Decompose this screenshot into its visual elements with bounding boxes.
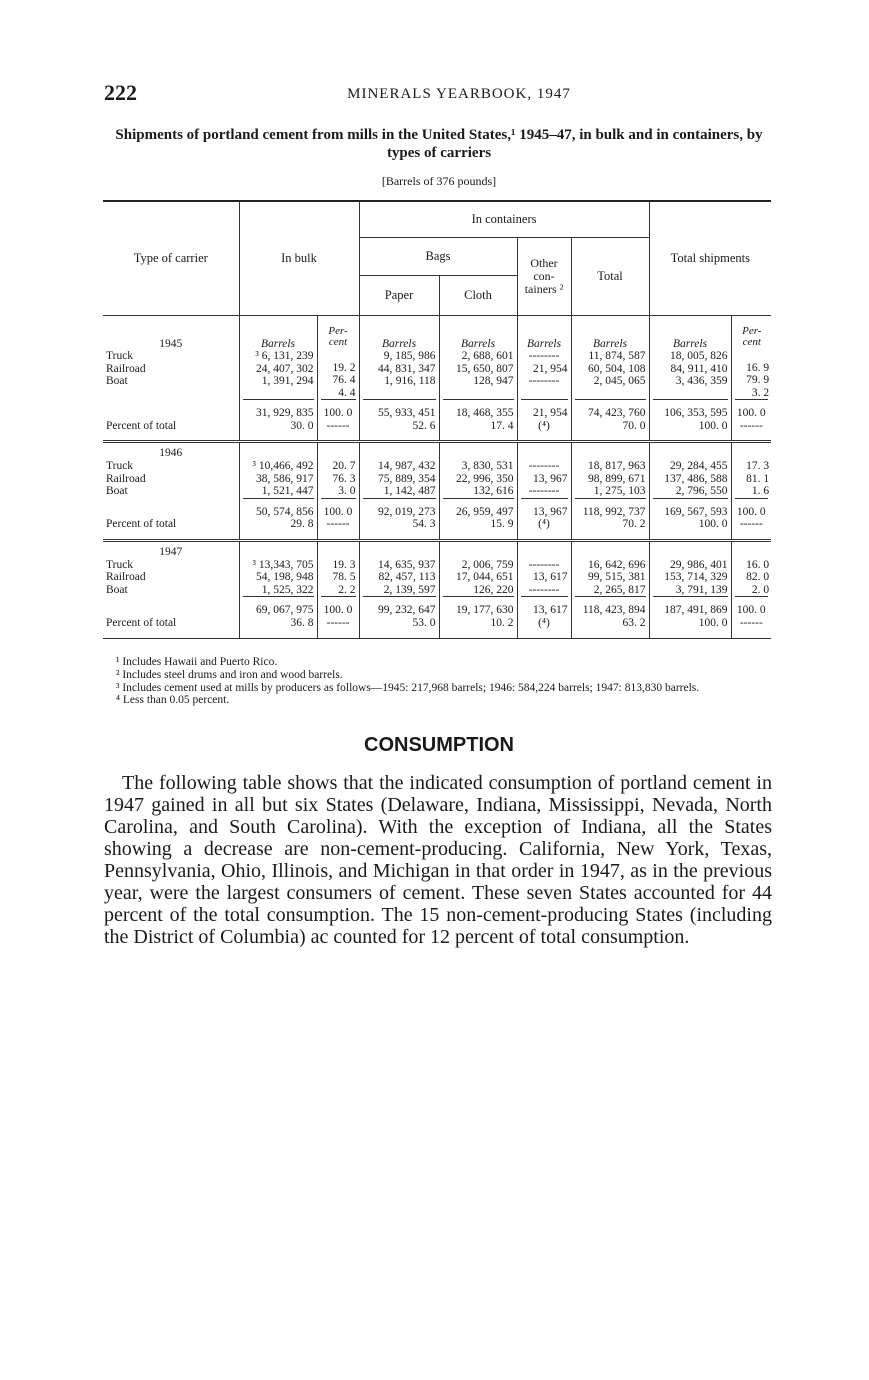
cell-value: 18, 817, 963 [588, 460, 646, 473]
totals-other [517, 399, 571, 442]
total-value: 55, 933, 451 [363, 399, 436, 420]
percent-value: (⁴) [538, 617, 550, 629]
col-cloth [439, 442, 517, 498]
cell-value: -------- [528, 485, 560, 498]
col-ship_pct [731, 541, 771, 597]
cell-value: 82, 457, 113 [378, 571, 436, 584]
footnote-1: ¹ Includes Hawaii and Puerto Rico. [116, 656, 278, 668]
carrier-stub [103, 442, 239, 498]
unit-percent: Per- cent [328, 324, 348, 348]
total-value: 187, 491, 869 [653, 596, 728, 617]
percent-value: 52. 6 [412, 419, 436, 432]
carrier-stub [103, 541, 239, 597]
col-other [517, 541, 571, 597]
percent-value: ------ [739, 617, 763, 629]
cell-value: 1, 525, 322 [261, 583, 314, 596]
page-number: 222 [104, 80, 137, 105]
total-value: 100. 0 [321, 498, 356, 519]
cell-value: 76. 4 [332, 374, 356, 387]
cell-value: 1, 916, 118 [384, 375, 436, 388]
totals-cloth [439, 399, 517, 442]
carrier-label: Boat [106, 485, 128, 498]
year-block-row [103, 315, 771, 399]
percent-value: 70. 0 [622, 419, 646, 432]
cell-value: -------- [528, 583, 560, 596]
cell-value: 14, 635, 937 [378, 558, 436, 571]
total-value: 50, 574, 856 [243, 498, 314, 519]
section-heading: CONSUMPTION [364, 734, 514, 756]
totals-bulk_pct [317, 498, 359, 541]
totals-ship_pct [731, 498, 771, 541]
cell-value: 3, 436, 359 [675, 375, 728, 388]
col-cloth [439, 541, 517, 597]
col-bulk [239, 315, 317, 399]
footnotes [104, 656, 774, 707]
col-bulk_pct [317, 442, 359, 498]
total-value: 26, 959, 497 [443, 498, 514, 519]
cell-value: 9, 185, 986 [383, 350, 436, 363]
header-paper: Paper [359, 275, 439, 315]
total-value: 18, 468, 355 [443, 399, 514, 420]
carrier-label: Boat [106, 583, 128, 596]
cell-value: 132, 616 [473, 485, 514, 498]
total-value: 99, 232, 647 [363, 596, 436, 617]
unit-barrels: Barrels [673, 337, 708, 350]
totals-other [517, 596, 571, 638]
percent-value: ------ [739, 518, 763, 531]
cell-value: -------- [528, 460, 560, 473]
percent-value: 36. 8 [290, 617, 314, 629]
total-value: 69, 067, 975 [243, 596, 314, 617]
footnote-2: ² Includes steel drums and iron and wood barrels. [116, 668, 343, 681]
cell-value: 2, 796, 550 [675, 485, 728, 498]
totals-bulk [239, 596, 317, 638]
carrier-label: Railroad [106, 362, 146, 375]
unit-barrels: Barrels [592, 337, 628, 350]
page-header [104, 80, 774, 110]
totals-total [571, 399, 649, 442]
total-value: 31, 929, 835 [243, 399, 314, 420]
cell-value: 2, 139, 597 [383, 583, 436, 596]
total-value: 100. 0 [735, 596, 769, 617]
cell-value: 2, 006, 759 [461, 558, 514, 571]
totals-paper [359, 498, 439, 541]
cell-value: 15, 650, 807 [456, 362, 514, 375]
percent-value: ------ [326, 617, 350, 629]
cell-value: 137, 486, 588 [664, 472, 728, 485]
percent-value: (⁴) [538, 518, 550, 531]
col-other [517, 315, 571, 399]
col-other [517, 442, 571, 498]
total-value: 74, 423, 760 [575, 399, 646, 420]
unit-barrels: Barrels [260, 337, 296, 350]
totals-paper [359, 596, 439, 638]
unit-percent: Per- cent [742, 324, 762, 348]
cell-value: 153, 714, 329 [664, 571, 728, 584]
total-value: 100. 0 [321, 596, 356, 617]
carrier-label: Railroad [106, 571, 146, 584]
col-paper [359, 541, 439, 597]
table-title: Shipments of portland cement from mills in the United States,¹ 1945–47, in bulk and in containers, by types of carriers [115, 127, 763, 161]
unit-barrels: Barrels [460, 337, 496, 350]
col-bulk_pct [317, 315, 359, 399]
total-value: 100. 0 [735, 399, 769, 420]
totals-ship_pct [731, 399, 771, 442]
unit-barrels: Barrels [526, 337, 562, 350]
col-ship [649, 442, 731, 498]
percent-value: 63. 2 [622, 617, 646, 629]
cell-value: 2, 265, 817 [593, 583, 646, 596]
percent-value: ------ [739, 419, 763, 432]
year-label: 1945 [159, 337, 183, 350]
cell-value: 21, 954 [533, 362, 568, 375]
year-label: 1947 [159, 546, 183, 559]
col-ship_pct [731, 442, 771, 498]
cell-value: 1, 391, 294 [261, 375, 314, 388]
totals-cloth [439, 596, 517, 638]
header-total-shipments: Total shipments [649, 201, 771, 315]
col-bulk_pct [317, 541, 359, 597]
cell-value: 17, 044, 651 [456, 571, 514, 584]
cell-value: 4. 4 [338, 386, 356, 399]
cell-value: 82. 0 [746, 571, 770, 584]
totals-bulk_pct [317, 399, 359, 442]
total-value: 169, 567, 593 [653, 498, 728, 519]
percent-of-total-stub [103, 399, 239, 442]
cell-value: -------- [528, 375, 560, 388]
cell-value: 44, 831, 347 [378, 362, 436, 375]
cell-value: 29, 986, 401 [670, 558, 728, 571]
header-other-containers: Other con- tainers ² [517, 237, 571, 315]
percent-value: 70. 2 [622, 518, 646, 531]
cell-value: 18, 005, 826 [670, 350, 728, 363]
cell-value: 24, 407, 302 [256, 362, 314, 375]
shipments-table [103, 200, 771, 640]
col-cloth [439, 315, 517, 399]
totals-other [517, 498, 571, 541]
totals-ship [649, 498, 731, 541]
totals-total [571, 596, 649, 638]
cell-value: 17. 3 [746, 460, 770, 473]
totals-bulk [239, 399, 317, 442]
col-total [571, 442, 649, 498]
cell-value: 2, 688, 601 [461, 350, 514, 363]
cell-value: 20. 7 [332, 460, 356, 473]
totals-paper [359, 399, 439, 442]
carrier-label: Boat [106, 375, 128, 388]
totals-bulk_pct [317, 596, 359, 638]
cell-value: 19. 3 [332, 558, 356, 571]
cell-value: -------- [528, 558, 560, 571]
total-value: 100. 0 [321, 399, 356, 420]
percent-value: 54. 3 [412, 518, 436, 531]
body-paragraph: The following table shows that the indicated consumption of portland cement in 1947 gained in all but six States (Delaware, Indiana, Mississippi, Nevada, North Carolina, and South Carolina). With the exception of Indiana, all the States showing a decrease are non-cement-producing. California, New York, Texas, Pennsylvania, Ohio, Illinois, and Michigan in that order in 1947, as in the previous year, were the largest consumers of cement. These seven States accounted for 44 percent of the total consumption. The 15 non-cement-producing States (including the District of Columbia) ac counted for 12 percent of total consumption. [104, 772, 772, 948]
percent-value: (⁴) [538, 419, 550, 432]
cell-value: 79. 9 [746, 374, 770, 387]
totals-row [103, 399, 771, 442]
cell-value: 16. 9 [746, 361, 770, 374]
percent-of-total-stub [103, 498, 239, 541]
cell-value: ³ 13,343, 705 [252, 558, 314, 571]
cell-value: 13, 617 [533, 571, 568, 584]
year-block-row [103, 442, 771, 498]
total-value: 21, 954 [521, 399, 568, 420]
header-containers-total: Total [571, 237, 649, 315]
header-in-containers: In containers [359, 201, 649, 237]
percent-value: 17. 4 [490, 419, 514, 432]
cell-value: 1, 521, 447 [261, 485, 314, 498]
cell-value: 128, 947 [473, 375, 514, 388]
totals-row [103, 596, 771, 638]
col-total [571, 541, 649, 597]
header-bags: Bags [359, 237, 517, 275]
table-bottom-rule [103, 638, 771, 640]
percent-value: 53. 0 [412, 617, 436, 629]
percent-value: 30. 0 [290, 419, 314, 432]
col-bulk [239, 541, 317, 597]
percent-value: ------ [326, 419, 350, 432]
cell-value: 78. 5 [332, 571, 356, 584]
percent-value: 100. 0 [698, 617, 728, 629]
table-subtitle: [Barrels of 376 pounds] [381, 174, 497, 188]
total-value: 13, 617 [521, 596, 568, 617]
percent-value: ------ [326, 518, 350, 531]
total-value: 13, 967 [521, 498, 568, 519]
cell-value: 13, 967 [533, 472, 568, 485]
cell-value: ³ 10,466, 492 [252, 460, 314, 473]
col-ship [649, 541, 731, 597]
carrier-label: Truck [106, 350, 134, 363]
cell-value: 2, 045, 065 [593, 375, 646, 388]
cell-value: 75, 889, 354 [378, 472, 436, 485]
cell-value: 76. 3 [332, 472, 356, 485]
percent-value: 10. 2 [490, 617, 514, 629]
cell-value: 98, 899, 671 [588, 472, 646, 485]
cell-value: 38, 586, 917 [256, 472, 314, 485]
total-value: 118, 992, 737 [575, 498, 646, 519]
cell-value: 14, 987, 432 [378, 460, 436, 473]
percent-value: 100. 0 [698, 419, 728, 432]
total-value: 19, 177, 630 [443, 596, 514, 617]
cell-value: 16, 642, 696 [588, 558, 646, 571]
footnote-4: ⁴ Less than 0.05 percent. [116, 694, 230, 707]
year-label: 1946 [159, 447, 183, 460]
total-value: 118, 423, 894 [575, 596, 646, 617]
cell-value: ³ 6, 131, 239 [255, 350, 314, 363]
header-cloth: Cloth [439, 275, 517, 315]
percent-value: 29. 8 [290, 518, 314, 531]
totals-ship [649, 596, 731, 638]
cell-value: 11, 874, 587 [588, 350, 646, 363]
cell-value: 54, 198, 948 [256, 571, 314, 584]
totals-row [103, 498, 771, 541]
percent-value: 15. 9 [490, 518, 514, 531]
year-block-row [103, 541, 771, 597]
total-value: 106, 353, 595 [653, 399, 728, 420]
col-paper [359, 315, 439, 399]
percent-value: 100. 0 [698, 518, 728, 531]
cell-value: 3, 791, 139 [675, 583, 728, 596]
cell-value: 126, 220 [473, 583, 514, 596]
cell-value: 19. 2 [332, 361, 356, 374]
totals-bulk [239, 498, 317, 541]
cell-value: 1. 6 [751, 485, 770, 498]
percent-of-total-stub [103, 596, 239, 638]
cell-value: 2. 0 [751, 583, 770, 596]
carrier-label: Truck [106, 558, 134, 571]
cell-value: 81. 1 [746, 472, 770, 485]
cell-value: 22, 996, 350 [456, 472, 514, 485]
cell-value: -------- [528, 350, 560, 363]
cell-value: 3. 2 [751, 386, 770, 399]
cell-value: 2. 2 [338, 583, 356, 596]
totals-cloth [439, 498, 517, 541]
total-value: 92, 019, 273 [363, 498, 436, 519]
totals-total [571, 498, 649, 541]
totals-ship [649, 399, 731, 442]
unit-barrels: Barrels [381, 337, 417, 350]
header-in-bulk: In bulk [239, 201, 359, 315]
percent-of-total-label: Percent of total [106, 617, 177, 629]
cell-value: 99, 515, 381 [588, 571, 646, 584]
bottom-rule [103, 638, 771, 640]
cell-value: 3, 830, 531 [461, 460, 514, 473]
cell-value: 3. 0 [338, 485, 356, 498]
col-total [571, 315, 649, 399]
col-ship [649, 315, 731, 399]
cell-value: 60, 504, 108 [588, 362, 646, 375]
cell-value: 84, 911, 410 [670, 362, 728, 375]
totals-ship_pct [731, 596, 771, 638]
running-head: MINERALS YEARBOOK, 1947 [347, 86, 571, 102]
cell-value: 1, 142, 487 [383, 485, 436, 498]
percent-of-total-label: Percent of total [106, 419, 177, 432]
total-value: 100. 0 [735, 498, 769, 519]
cell-value: 1, 275, 103 [593, 485, 646, 498]
header-type-of-carrier: Type of carrier [103, 201, 239, 315]
carrier-label: Truck [106, 460, 134, 473]
percent-of-total-label: Percent of total [106, 518, 177, 531]
footnote-3: ³ Includes cement used at mills by producers as follows—1945: 217,968 barrels; 1946: 584,224 barrels; 1947: 813,830 barrels. [116, 681, 700, 694]
carrier-label: Railroad [106, 472, 146, 485]
col-ship_pct [731, 315, 771, 399]
cell-value: 29, 284, 455 [670, 460, 728, 473]
col-paper [359, 442, 439, 498]
cell-value: 16. 0 [746, 558, 770, 571]
carrier-stub [103, 315, 239, 399]
col-bulk [239, 442, 317, 498]
